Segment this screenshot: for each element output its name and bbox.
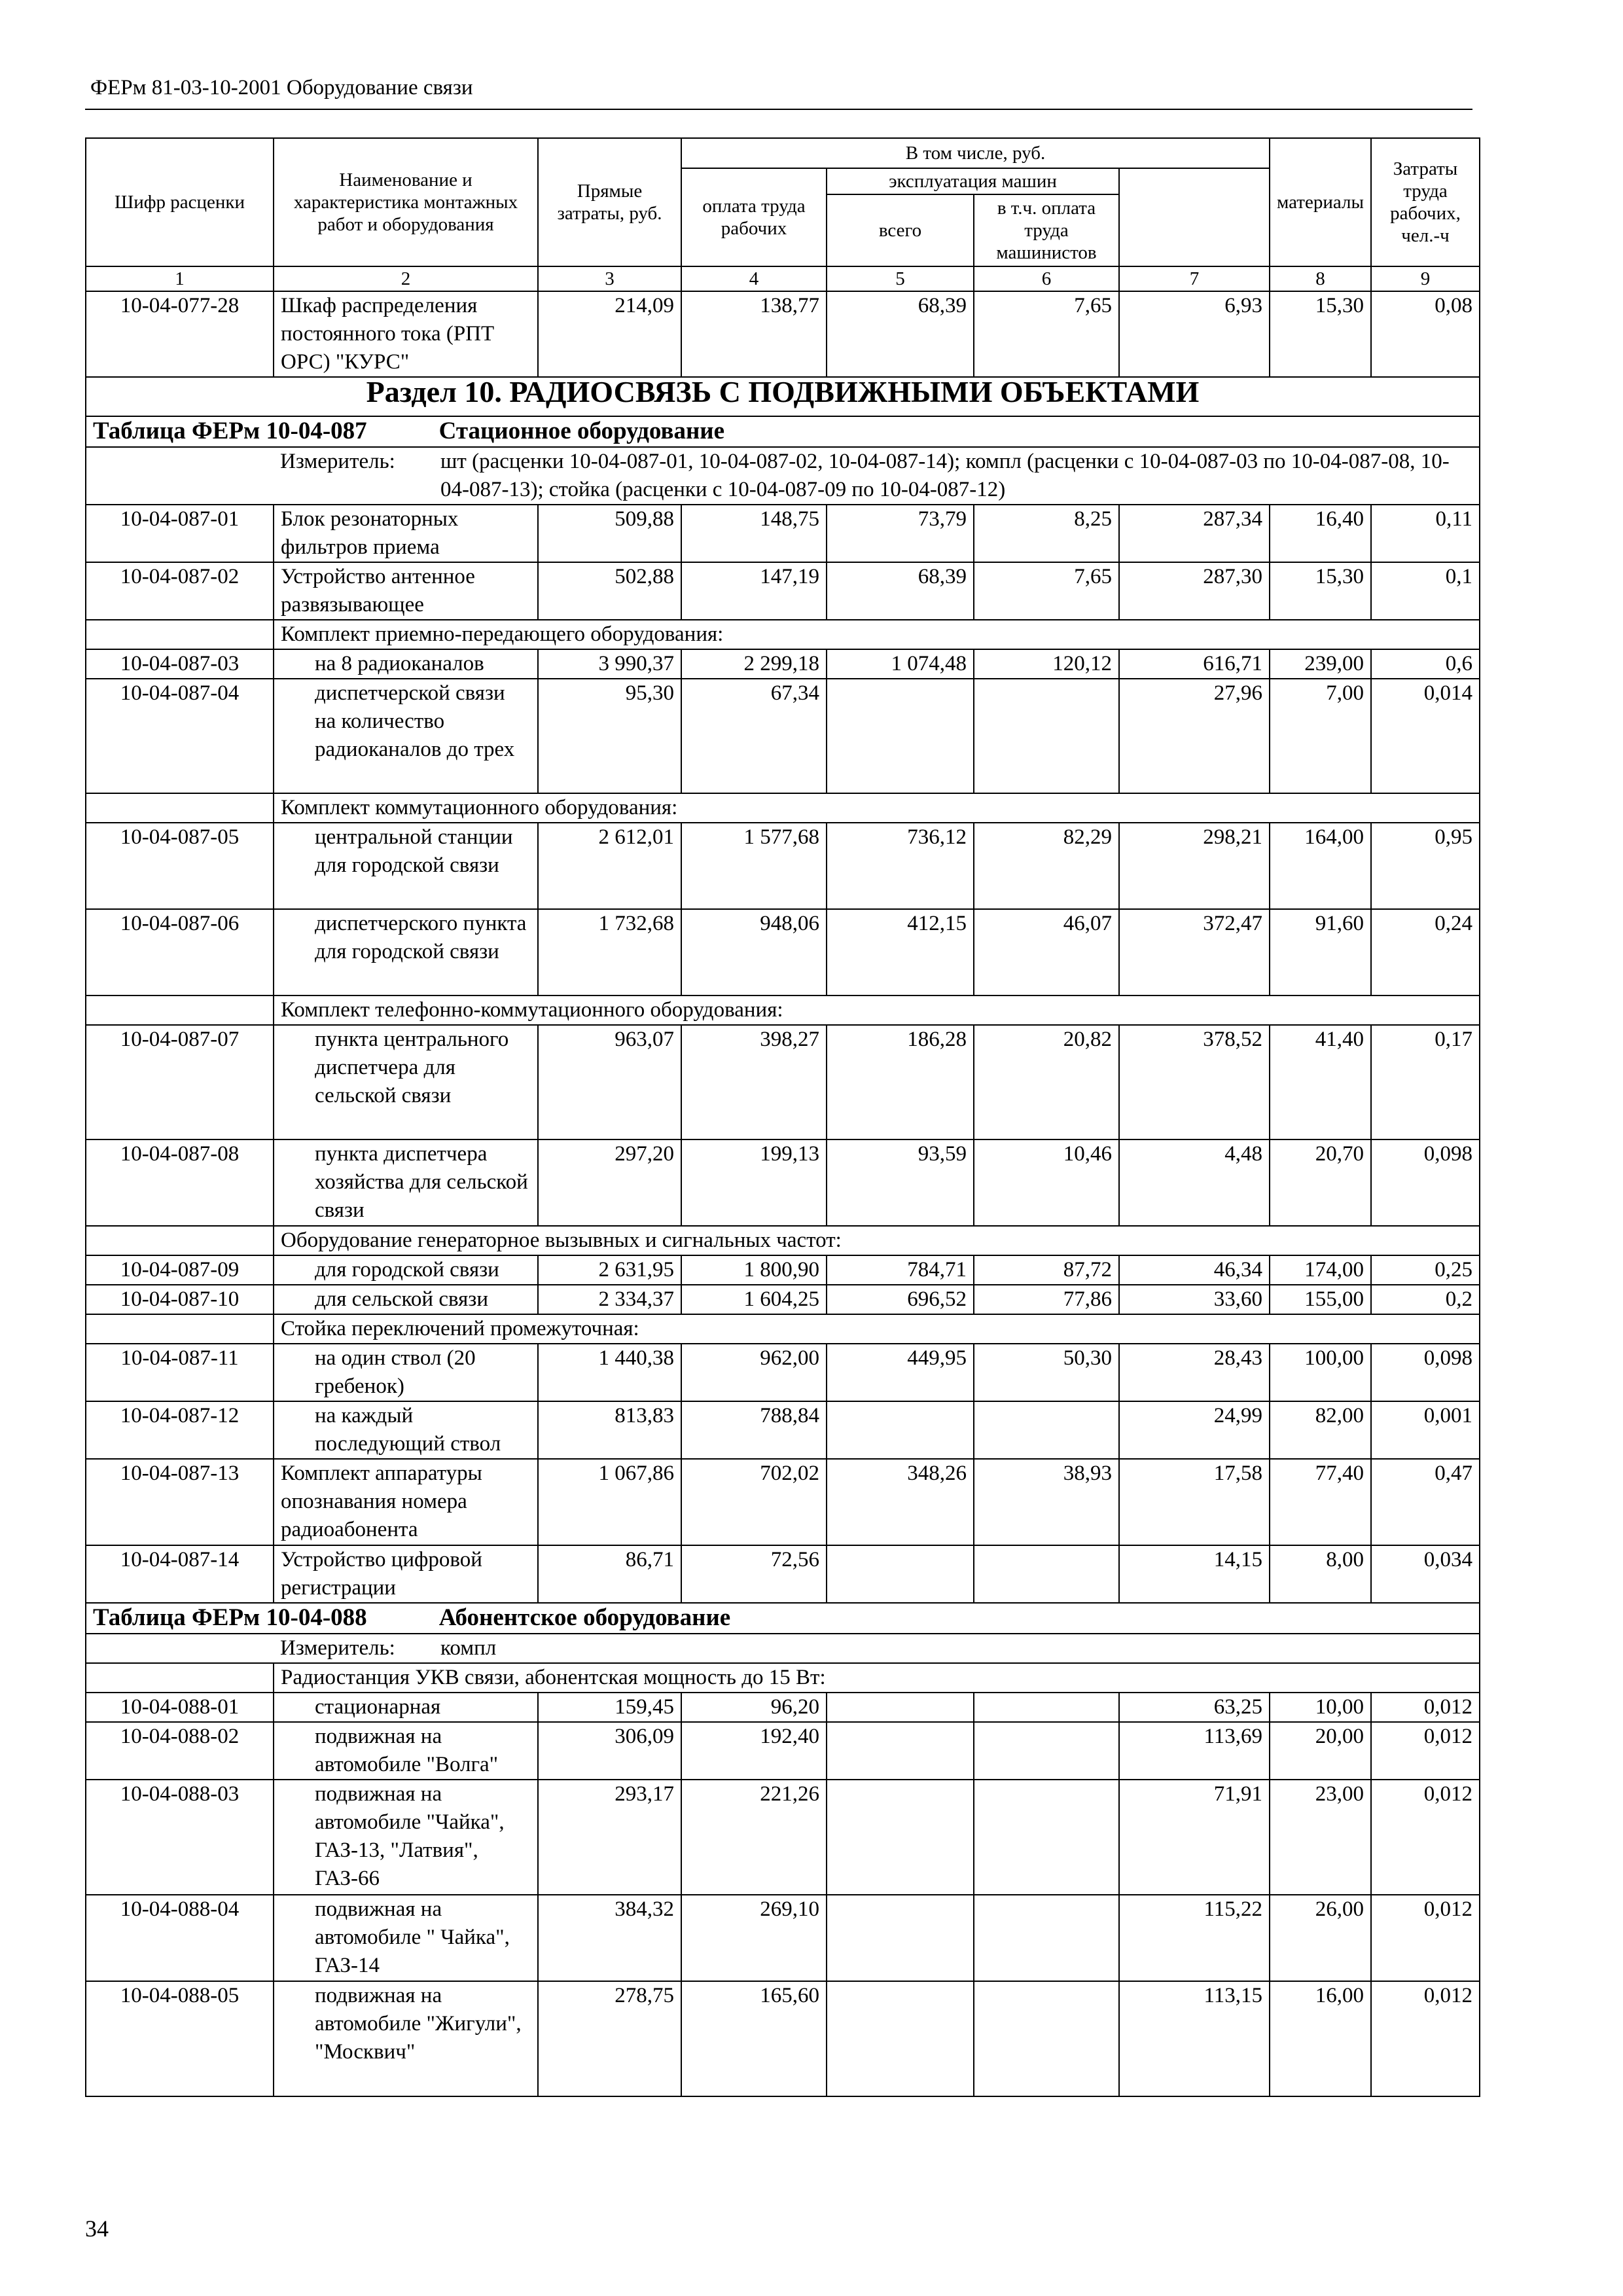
value-cell: 0,1 bbox=[1371, 562, 1480, 620]
table-row bbox=[86, 1285, 1480, 1314]
value-cell: 1 732,68 bbox=[538, 909, 681, 996]
value-cell: 27,96 bbox=[1119, 679, 1270, 793]
table-row bbox=[86, 823, 1480, 909]
value-cell: 7,65 bbox=[974, 291, 1119, 377]
value-cell: 293,17 bbox=[538, 1780, 681, 1895]
value-cell: 736,12 bbox=[827, 823, 974, 909]
table-row bbox=[86, 1545, 1480, 1603]
group-row bbox=[86, 793, 1480, 823]
value-cell: 38,93 bbox=[974, 1459, 1119, 1545]
work-name: Устройство цифровой регистрации bbox=[274, 1545, 538, 1603]
value-cell: 214,09 bbox=[538, 291, 681, 377]
value-cell: 147,19 bbox=[681, 562, 827, 620]
value-cell: 20,00 bbox=[1270, 1722, 1371, 1780]
value-cell bbox=[827, 1981, 974, 2096]
value-cell bbox=[827, 1780, 974, 1895]
rate-code: 10-04-087-12 bbox=[86, 1401, 274, 1459]
header-direct: Прямые затраты, руб. bbox=[538, 138, 681, 266]
work-name: Блок резонаторных фильтров приема bbox=[274, 505, 538, 562]
column-number: 6 bbox=[974, 266, 1119, 291]
header-labor: оплата труда рабочих bbox=[681, 168, 827, 266]
value-cell bbox=[974, 1722, 1119, 1780]
section-row bbox=[86, 377, 1480, 416]
value-cell: 68,39 bbox=[827, 291, 974, 377]
value-cell: 0,47 bbox=[1371, 1459, 1480, 1545]
value-cell: 86,71 bbox=[538, 1545, 681, 1603]
work-name: стационарная bbox=[274, 1693, 538, 1722]
value-cell: 138,77 bbox=[681, 291, 827, 377]
column-number: 9 bbox=[1371, 266, 1480, 291]
table-title: Таблица ФЕРм 10-04-087 bbox=[93, 418, 367, 444]
header-code: Шифр расценки bbox=[86, 138, 274, 266]
table-subtitle: Стационное оборудование bbox=[438, 418, 725, 444]
rate-code: 10-04-087-06 bbox=[86, 909, 274, 996]
value-cell: 77,40 bbox=[1270, 1459, 1371, 1545]
value-cell: 28,43 bbox=[1119, 1344, 1270, 1401]
value-cell bbox=[827, 1545, 974, 1603]
value-cell: 509,88 bbox=[538, 505, 681, 562]
table-body bbox=[86, 291, 1480, 2096]
value-cell: 298,21 bbox=[1119, 823, 1270, 909]
work-name: подвижная на автомобиле " Чайка", ГАЗ-14 bbox=[274, 1895, 538, 1981]
group-row bbox=[86, 996, 1480, 1025]
rate-code: 10-04-087-01 bbox=[86, 505, 274, 562]
work-name: диспетчерского пункта для городской связи bbox=[274, 909, 538, 996]
table-title-row bbox=[86, 416, 1480, 447]
value-cell: 96,20 bbox=[681, 1693, 827, 1722]
value-cell: 7,65 bbox=[974, 562, 1119, 620]
group-title: Комплект приемно-передающего оборудования: bbox=[274, 620, 1480, 649]
value-cell bbox=[974, 679, 1119, 793]
table-row bbox=[86, 562, 1480, 620]
work-name: на 8 радиоканалов bbox=[274, 649, 538, 679]
value-cell: 33,60 bbox=[1119, 1285, 1270, 1314]
value-cell: 155,00 bbox=[1270, 1285, 1371, 1314]
measure-text: компл bbox=[440, 1636, 497, 1660]
value-cell: 0,001 bbox=[1371, 1401, 1480, 1459]
value-cell: 412,15 bbox=[827, 909, 974, 996]
value-cell bbox=[827, 1722, 974, 1780]
value-cell: 71,91 bbox=[1119, 1780, 1270, 1895]
value-cell: 14,15 bbox=[1119, 1545, 1270, 1603]
value-cell bbox=[827, 1895, 974, 1981]
value-cell: 46,34 bbox=[1119, 1255, 1270, 1285]
table-row bbox=[86, 1025, 1480, 1139]
table-title-row bbox=[86, 1603, 1480, 1634]
work-name: для сельской связи bbox=[274, 1285, 538, 1314]
measure-text: шт (расценки 10-04-087-01, 10-04-087-02, 10-04-087-14); компл (расценки с 10-04-087-03 по 10-04-087-08, 10-04-087-13); стойка (расценки с 10-04-087-09 по 10-04-087-12) bbox=[440, 450, 1450, 501]
value-cell: 784,71 bbox=[827, 1255, 974, 1285]
value-cell: 100,00 bbox=[1270, 1344, 1371, 1401]
value-cell: 378,52 bbox=[1119, 1025, 1270, 1139]
value-cell: 165,60 bbox=[681, 1981, 827, 2096]
header-machines-total: всего bbox=[827, 194, 974, 266]
table-row bbox=[86, 679, 1480, 793]
rate-code: 10-04-087-05 bbox=[86, 823, 274, 909]
work-name: Шкаф распределения постоянного тока (РПТ ОРС) "КУРС" bbox=[274, 291, 538, 377]
column-number: 4 bbox=[681, 266, 827, 291]
value-cell: 1 604,25 bbox=[681, 1285, 827, 1314]
value-cell: 148,75 bbox=[681, 505, 827, 562]
value-cell: 87,72 bbox=[974, 1255, 1119, 1285]
rate-code: 10-04-087-09 bbox=[86, 1255, 274, 1285]
value-cell: 1 577,68 bbox=[681, 823, 827, 909]
rate-code: 10-04-087-04 bbox=[86, 679, 274, 793]
group-row bbox=[86, 1663, 1480, 1693]
header-rule bbox=[85, 109, 1472, 110]
page-number: 34 bbox=[85, 2215, 109, 2242]
work-name: Устройство антенное развязывающее bbox=[274, 562, 538, 620]
value-cell: 16,40 bbox=[1270, 505, 1371, 562]
work-name: подвижная на автомобиле "Волга" bbox=[274, 1722, 538, 1780]
column-number: 8 bbox=[1270, 266, 1371, 291]
value-cell: 199,13 bbox=[681, 1139, 827, 1226]
rates-table bbox=[85, 137, 1480, 2097]
value-cell: 0,098 bbox=[1371, 1344, 1480, 1401]
value-cell: 0,25 bbox=[1371, 1255, 1480, 1285]
value-cell: 3 990,37 bbox=[538, 649, 681, 679]
rate-code: 10-04-088-02 bbox=[86, 1722, 274, 1780]
table-row bbox=[86, 909, 1480, 996]
work-name: подвижная на автомобиле "Чайка", ГАЗ-13, "Латвия", ГАЗ-66 bbox=[274, 1780, 538, 1895]
value-cell bbox=[974, 1401, 1119, 1459]
value-cell: 0,014 bbox=[1371, 679, 1480, 793]
measure-label: Измеритель: bbox=[280, 450, 395, 473]
value-cell: 287,30 bbox=[1119, 562, 1270, 620]
table-row bbox=[86, 1722, 1480, 1780]
table-row bbox=[86, 1344, 1480, 1401]
value-cell: 269,10 bbox=[681, 1895, 827, 1981]
table-title: Таблица ФЕРм 10-04-088 bbox=[93, 1604, 367, 1631]
value-cell: 0,24 bbox=[1371, 909, 1480, 996]
value-cell: 1 440,38 bbox=[538, 1344, 681, 1401]
table-row bbox=[86, 1780, 1480, 1895]
value-cell: 962,00 bbox=[681, 1344, 827, 1401]
work-name: на каждый последующий ствол bbox=[274, 1401, 538, 1459]
value-cell: 0,012 bbox=[1371, 1895, 1480, 1981]
value-cell bbox=[974, 1895, 1119, 1981]
page-header: ФЕРм 81-03-10-2001 Оборудование связи bbox=[90, 76, 473, 99]
value-cell: 0,012 bbox=[1371, 1722, 1480, 1780]
value-cell: 120,12 bbox=[974, 649, 1119, 679]
value-cell: 115,22 bbox=[1119, 1895, 1270, 1981]
value-cell: 398,27 bbox=[681, 1025, 827, 1139]
value-cell: 63,25 bbox=[1119, 1693, 1270, 1722]
value-cell: 46,07 bbox=[974, 909, 1119, 996]
value-cell: 68,39 bbox=[827, 562, 974, 620]
rate-code: 10-04-087-07 bbox=[86, 1025, 274, 1139]
value-cell: 15,30 bbox=[1270, 562, 1371, 620]
group-title: Комплект телефонно-коммутационного оборудования: bbox=[274, 996, 1480, 1025]
value-cell: 82,00 bbox=[1270, 1401, 1371, 1459]
value-cell: 502,88 bbox=[538, 562, 681, 620]
value-cell: 0,08 bbox=[1371, 291, 1480, 377]
table-subtitle: Абонентское оборудование bbox=[438, 1604, 731, 1631]
value-cell bbox=[974, 1981, 1119, 2096]
header-labor-cost: Затраты труда рабочих, чел.-ч bbox=[1371, 138, 1480, 266]
work-name: подвижная на автомобиле "Жигули", "Москвич" bbox=[274, 1981, 538, 2096]
value-cell: 0,2 bbox=[1371, 1285, 1480, 1314]
rate-code: 10-04-087-14 bbox=[86, 1545, 274, 1603]
value-cell: 41,40 bbox=[1270, 1025, 1371, 1139]
value-cell bbox=[827, 679, 974, 793]
value-cell: 91,60 bbox=[1270, 909, 1371, 996]
section-title: Раздел 10. РАДИОСВЯЗЬ С ПОДВИЖНЫМИ ОБЪЕКТАМИ bbox=[86, 377, 1480, 416]
value-cell: 113,69 bbox=[1119, 1722, 1270, 1780]
column-number: 2 bbox=[274, 266, 538, 291]
value-cell: 813,83 bbox=[538, 1401, 681, 1459]
value-cell: 26,00 bbox=[1270, 1895, 1371, 1981]
value-cell: 0,012 bbox=[1371, 1780, 1480, 1895]
table-row bbox=[86, 1459, 1480, 1545]
value-cell: 278,75 bbox=[538, 1981, 681, 2096]
value-cell: 20,82 bbox=[974, 1025, 1119, 1139]
value-cell: 93,59 bbox=[827, 1139, 974, 1226]
value-cell: 2 334,37 bbox=[538, 1285, 681, 1314]
value-cell: 0,034 bbox=[1371, 1545, 1480, 1603]
table-row bbox=[86, 1139, 1480, 1226]
value-cell bbox=[974, 1545, 1119, 1603]
value-cell: 696,52 bbox=[827, 1285, 974, 1314]
group-title: Стойка переключений промежуточная: bbox=[274, 1314, 1480, 1344]
group-row bbox=[86, 620, 1480, 649]
rate-code: 10-04-087-02 bbox=[86, 562, 274, 620]
value-cell: 0,11 bbox=[1371, 505, 1480, 562]
value-cell: 1 800,90 bbox=[681, 1255, 827, 1285]
value-cell: 7,00 bbox=[1270, 679, 1371, 793]
value-cell: 73,79 bbox=[827, 505, 974, 562]
value-cell: 15,30 bbox=[1270, 291, 1371, 377]
group-title: Радиостанция УКВ связи, абонентская мощность до 15 Вт: bbox=[274, 1663, 1480, 1693]
value-cell: 2 612,01 bbox=[538, 823, 681, 909]
value-cell: 0,95 bbox=[1371, 823, 1480, 909]
value-cell: 788,84 bbox=[681, 1401, 827, 1459]
header-name: Наименование и характеристика монтажных работ и оборудования bbox=[274, 138, 538, 266]
column-number: 3 bbox=[538, 266, 681, 291]
value-cell: 23,00 bbox=[1270, 1780, 1371, 1895]
header-incl-operators: в т.ч. оплата труда машинистов bbox=[974, 194, 1119, 266]
value-cell: 159,45 bbox=[538, 1693, 681, 1722]
rate-code: 10-04-087-08 bbox=[86, 1139, 274, 1226]
table-row bbox=[86, 1693, 1480, 1722]
rate-code: 10-04-088-05 bbox=[86, 1981, 274, 2096]
value-cell: 1 074,48 bbox=[827, 649, 974, 679]
value-cell: 16,00 bbox=[1270, 1981, 1371, 2096]
rate-code: 10-04-087-13 bbox=[86, 1459, 274, 1545]
group-title: Комплект коммутационного оборудования: bbox=[274, 793, 1480, 823]
table-row bbox=[86, 1255, 1480, 1285]
header-materials: материалы bbox=[1270, 138, 1371, 266]
column-numbers-row bbox=[86, 266, 1480, 291]
column-number: 1 bbox=[86, 266, 274, 291]
value-cell: 4,48 bbox=[1119, 1139, 1270, 1226]
table-row bbox=[86, 1895, 1480, 1981]
value-cell bbox=[827, 1401, 974, 1459]
value-cell: 239,00 bbox=[1270, 649, 1371, 679]
value-cell: 192,40 bbox=[681, 1722, 827, 1780]
value-cell: 2 299,18 bbox=[681, 649, 827, 679]
value-cell: 306,09 bbox=[538, 1722, 681, 1780]
value-cell: 174,00 bbox=[1270, 1255, 1371, 1285]
work-name: на один ствол (20 гребенок) bbox=[274, 1344, 538, 1401]
group-row bbox=[86, 1314, 1480, 1344]
value-cell: 287,34 bbox=[1119, 505, 1270, 562]
header-incl: В том числе, руб. bbox=[681, 138, 1270, 168]
value-cell: 221,26 bbox=[681, 1780, 827, 1895]
value-cell: 10,00 bbox=[1270, 1693, 1371, 1722]
value-cell: 0,012 bbox=[1371, 1693, 1480, 1722]
table-row bbox=[86, 1981, 1480, 2096]
work-name: пункта центрального диспетчера для сельской связи bbox=[274, 1025, 538, 1139]
value-cell: 1 067,86 bbox=[538, 1459, 681, 1545]
value-cell: 10,46 bbox=[974, 1139, 1119, 1226]
measure-row bbox=[86, 1634, 1480, 1663]
header-machines: эксплуатация машин bbox=[827, 168, 1119, 194]
value-cell: 17,58 bbox=[1119, 1459, 1270, 1545]
value-cell: 963,07 bbox=[538, 1025, 681, 1139]
value-cell: 8,00 bbox=[1270, 1545, 1371, 1603]
value-cell: 348,26 bbox=[827, 1459, 974, 1545]
value-cell: 297,20 bbox=[538, 1139, 681, 1226]
value-cell: 50,30 bbox=[974, 1344, 1119, 1401]
rate-code: 10-04-088-04 bbox=[86, 1895, 274, 1981]
value-cell: 0,098 bbox=[1371, 1139, 1480, 1226]
value-cell: 948,06 bbox=[681, 909, 827, 996]
value-cell: 702,02 bbox=[681, 1459, 827, 1545]
value-cell: 384,32 bbox=[538, 1895, 681, 1981]
work-name: центральной станции для городской связи bbox=[274, 823, 538, 909]
value-cell: 72,56 bbox=[681, 1545, 827, 1603]
value-cell: 95,30 bbox=[538, 679, 681, 793]
value-cell: 77,86 bbox=[974, 1285, 1119, 1314]
group-row bbox=[86, 1226, 1480, 1255]
rate-code: 10-04-088-03 bbox=[86, 1780, 274, 1895]
value-cell: 113,15 bbox=[1119, 1981, 1270, 2096]
value-cell: 82,29 bbox=[974, 823, 1119, 909]
column-number: 5 bbox=[827, 266, 974, 291]
table-row bbox=[86, 505, 1480, 562]
rate-code: 10-04-088-01 bbox=[86, 1693, 274, 1722]
table-row bbox=[86, 291, 1480, 377]
value-cell: 449,95 bbox=[827, 1344, 974, 1401]
rate-code: 10-04-077-28 bbox=[86, 291, 274, 377]
measure-row bbox=[86, 447, 1480, 505]
value-cell: 6,93 bbox=[1119, 291, 1270, 377]
table-row bbox=[86, 649, 1480, 679]
value-cell: 0,6 bbox=[1371, 649, 1480, 679]
rate-code: 10-04-087-10 bbox=[86, 1285, 274, 1314]
value-cell: 24,99 bbox=[1119, 1401, 1270, 1459]
value-cell bbox=[827, 1693, 974, 1722]
work-name: для городской связи bbox=[274, 1255, 538, 1285]
value-cell bbox=[974, 1780, 1119, 1895]
column-number: 7 bbox=[1119, 266, 1270, 291]
work-name: диспетчерской связи на количество радиоканалов до трех bbox=[274, 679, 538, 793]
value-cell bbox=[974, 1693, 1119, 1722]
value-cell: 8,25 bbox=[974, 505, 1119, 562]
value-cell: 186,28 bbox=[827, 1025, 974, 1139]
value-cell: 2 631,95 bbox=[538, 1255, 681, 1285]
value-cell: 0,17 bbox=[1371, 1025, 1480, 1139]
value-cell: 67,34 bbox=[681, 679, 827, 793]
value-cell: 0,012 bbox=[1371, 1981, 1480, 2096]
value-cell: 20,70 bbox=[1270, 1139, 1371, 1226]
rate-code: 10-04-087-03 bbox=[86, 649, 274, 679]
group-title: Оборудование генераторное вызывных и сигнальных частот: bbox=[274, 1226, 1480, 1255]
value-cell: 164,00 bbox=[1270, 823, 1371, 909]
work-name: Комплект аппаратуры опознавания номера радиоабонента bbox=[274, 1459, 538, 1545]
value-cell: 616,71 bbox=[1119, 649, 1270, 679]
value-cell: 372,47 bbox=[1119, 909, 1270, 996]
work-name: пункта диспетчера хозяйства для сельской связи bbox=[274, 1139, 538, 1226]
rate-code: 10-04-087-11 bbox=[86, 1344, 274, 1401]
table-row bbox=[86, 1401, 1480, 1459]
measure-label: Измеритель: bbox=[280, 1636, 395, 1660]
